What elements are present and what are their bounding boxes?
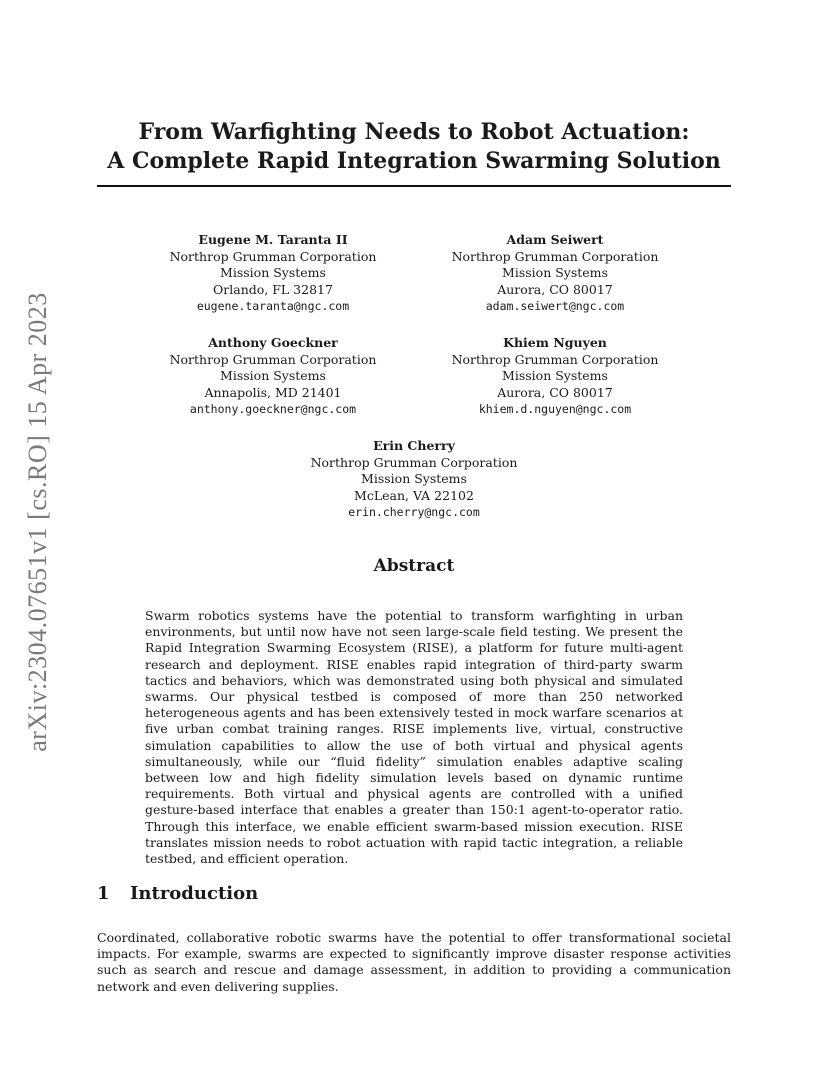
introduction-paragraph: Coordinated, collaborative robotic swarms have the potential to offer transformational societal impacts. For example, swarms are expected to significantly improve disaster response activities such as search and rescue and damage assessment, in addition to providing a communication network and even delivering supplies. <box>97 930 731 994</box>
author-email[interactable]: khiem.d.nguyen@ngc.com <box>478 402 632 416</box>
author-email[interactable]: eugene.taranta@ngc.com <box>196 299 350 313</box>
author-name: Adam Seiwert <box>506 232 604 247</box>
author-org: Northrop Grumman Corporation <box>451 248 659 264</box>
section-title: Introduction <box>130 883 259 904</box>
section-number: 1 <box>97 883 110 904</box>
author-org: Northrop Grumman Corporation <box>169 351 377 367</box>
author-block-1 <box>143 232 403 315</box>
author-location: Aurora, CO 80017 <box>497 281 613 297</box>
author-location: Aurora, CO 80017 <box>497 384 613 400</box>
author-division: Mission Systems <box>502 265 608 280</box>
section-heading <box>97 883 258 904</box>
author-block-4 <box>425 335 685 418</box>
title-line-1: From Warfighting Needs to Robot Actuation: <box>138 119 690 145</box>
author-division: Mission Systems <box>502 368 608 383</box>
author-email[interactable]: anthony.goeckner@ngc.com <box>189 402 357 416</box>
author-org: Northrop Grumman Corporation <box>451 351 659 367</box>
author-org: Northrop Grumman Corporation <box>310 454 518 470</box>
author-name: Anthony Goeckner <box>208 335 338 350</box>
author-location: Annapolis, MD 21401 <box>204 384 342 400</box>
author-location: McLean, VA 22102 <box>354 487 474 503</box>
paper-title <box>97 118 731 176</box>
arxiv-id: arXiv:2304.07651v1 [cs.RO] 15 Apr 2023 <box>23 292 52 752</box>
author-location: Orlando, FL 32817 <box>213 281 333 297</box>
arxiv-sidebar-stamp <box>20 287 56 757</box>
abstract-heading: Abstract <box>373 556 455 576</box>
abstract-text: Swarm robotics systems have the potential to transform warfighting in urban environments, but until now have not seen large-scale field testing. We present the Rapid Integration Swarming Ecosystem (RISE), a platform for future multi-agent research and deployment. RISE enables rapid integration of third-party swarm tactics and behaviors, which was demonstrated using both physical and simulated swarms. Our physical testbed is composed of more than 250 networked heterogeneous agents and has been extensively tested in mock warfare scenarios at five urban combat training ranges. RISE implements live, virtual, constructive simulation capabilities to allow the use of both virtual and physical agents simultaneously, while our “fluid fidelity” simulation enables adaptive scaling between low and high fidelity simulation levels based on dynamic runtime requirements. Both virtual and physical agents are controlled with a unified gesture-based interface that enables a greater than 150:1 agent-to-operator ratio. Through this interface, we enable efficient swarm-based mission execution. RISE translates mission needs to robot actuation with rapid tactic integration, a reliable testbed, and efficient operation. <box>145 608 683 867</box>
author-name: Khiem Nguyen <box>503 335 607 350</box>
author-email[interactable]: adam.seiwert@ngc.com <box>485 299 625 313</box>
author-block-2 <box>425 232 685 315</box>
title-line-2: A Complete Rapid Integration Swarming Solution <box>107 148 721 174</box>
author-division: Mission Systems <box>361 471 467 486</box>
author-block-3 <box>143 335 403 418</box>
author-org: Northrop Grumman Corporation <box>169 248 377 264</box>
author-division: Mission Systems <box>220 265 326 280</box>
author-name: Erin Cherry <box>373 438 455 453</box>
author-division: Mission Systems <box>220 368 326 383</box>
author-block-5 <box>284 438 544 521</box>
author-name: Eugene M. Taranta II <box>198 232 348 247</box>
title-rule <box>97 185 731 187</box>
author-email[interactable]: erin.cherry@ngc.com <box>348 505 480 519</box>
